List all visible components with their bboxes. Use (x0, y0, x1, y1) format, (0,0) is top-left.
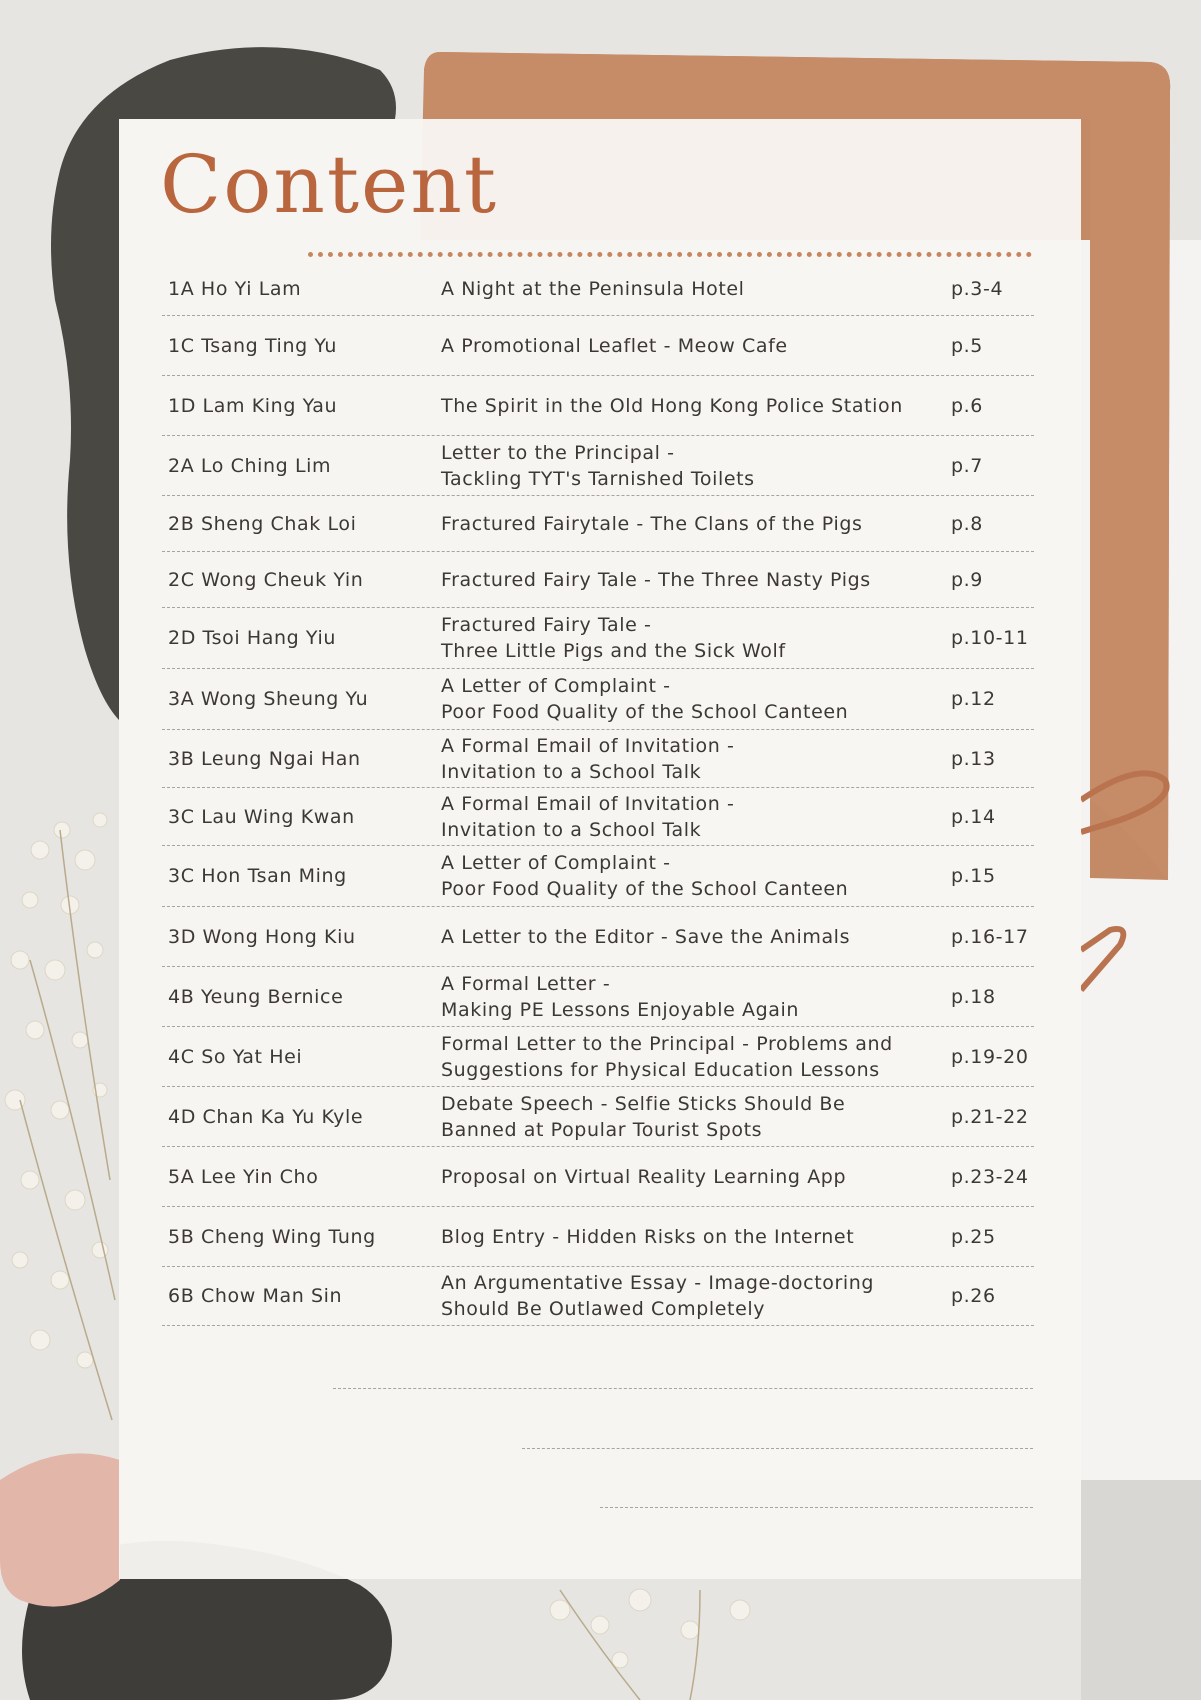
toc-title-line: A Letter of Complaint - (441, 675, 671, 697)
toc-title-line: Making PE Lessons Enjoyable Again (441, 998, 800, 1021)
toc-author: 2A Lo Ching Lim (168, 454, 332, 477)
grey-strip-bottom (1081, 1480, 1201, 1700)
toc-page-number: p.14 (951, 805, 996, 828)
toc-author: 3D Wong Hong Kiu (168, 925, 356, 948)
toc-title-line: A Letter of Complaint - (441, 852, 671, 874)
toc-page-number: p.26 (951, 1285, 996, 1307)
title-dotted-divider (308, 252, 1032, 257)
toc-page-number: p.19-20 (951, 1045, 1029, 1068)
toc-title (441, 567, 951, 593)
toc-page-number: p.7 (951, 454, 983, 477)
toc-title (441, 733, 951, 785)
toc-title (441, 924, 951, 950)
toc-page-number: p.12 (951, 688, 996, 710)
toc-title-line: Suggestions for Physical Education Lessons (441, 1058, 880, 1081)
toc-page-number: p.21-22 (951, 1105, 1029, 1128)
toc-author: 5A Lee Yin Cho (168, 1165, 319, 1188)
toc-author: 1A Ho Yi Lam (168, 277, 302, 300)
toc-title (441, 612, 951, 664)
toc-title-line: Banned at Popular Tourist Spots (441, 1118, 763, 1141)
toc-row (162, 552, 1034, 608)
toc-author: 2C Wong Cheuk Yin (168, 568, 364, 591)
toc-row (162, 846, 1034, 907)
toc-title (441, 276, 951, 302)
toc-title (441, 511, 951, 537)
toc-title (441, 393, 951, 419)
toc-row (162, 1147, 1034, 1207)
toc-author: 1C Tsang Ting Yu (168, 334, 338, 357)
blank-line-3 (600, 1507, 1033, 1508)
toc-page-number: p.3-4 (951, 277, 1004, 300)
toc-author: 4B Yeung Bernice (168, 985, 344, 1008)
toc-row (162, 608, 1034, 669)
toc-author: 4D Chan Ka Yu Kyle (168, 1105, 364, 1128)
toc-page-number: p.23-24 (951, 1165, 1029, 1188)
toc-title-line: Formal Letter to the Principal - Problems and (441, 1032, 893, 1055)
toc-page-number: p.25 (951, 1225, 996, 1248)
toc-title (441, 971, 951, 1023)
toc-author: 3C Lau Wing Kwan (168, 805, 355, 828)
toc-page-number: p.5 (951, 334, 983, 357)
toc-row (162, 262, 1034, 316)
toc-title-line: Proposal on Virtual Reality Learning App (441, 1165, 847, 1188)
toc-page-number: p.6 (951, 394, 983, 417)
flower-stems-bottom (560, 1590, 700, 1700)
toc-title-line: Tackling TYT's Tarnished Toilets (441, 467, 755, 490)
toc-author: 1D Lam King Yau (168, 394, 338, 417)
toc-row (162, 1267, 1034, 1326)
toc-title-line: Invitation to a School Talk (441, 818, 702, 841)
toc-author: 3C Hon Tsan Ming (168, 865, 347, 887)
flowers-bottom (550, 1589, 750, 1668)
toc-title-line: A Formal Email of Invitation - (441, 792, 735, 815)
toc-title-line: Debate Speech - Selfie Sticks Should Be (441, 1092, 846, 1115)
toc-title (441, 1224, 951, 1250)
toc-page-number: p.18 (951, 985, 996, 1008)
toc-title-line: Poor Food Quality of the School Canteen (441, 701, 849, 723)
toc-row (162, 1207, 1034, 1267)
toc-title-line: A Letter to the Editor - Save the Animals (441, 925, 851, 948)
toc-page-number: p.10-11 (951, 627, 1029, 649)
toc-title (441, 333, 951, 359)
blank-line-1 (333, 1388, 1033, 1389)
toc-row (162, 907, 1034, 967)
toc-row (162, 316, 1034, 376)
toc-author: 5B Cheng Wing Tung (168, 1225, 376, 1248)
toc-title (441, 673, 951, 725)
toc-author: 6B Chow Man Sin (168, 1285, 343, 1307)
toc-title (441, 791, 951, 843)
page-title: Content (160, 138, 499, 231)
toc-title (441, 1091, 951, 1143)
toc-row (162, 967, 1034, 1027)
toc-row (162, 436, 1034, 496)
toc-title-line: Invitation to a School Talk (441, 760, 702, 783)
toc-row (162, 1027, 1034, 1087)
toc-row (162, 788, 1034, 846)
toc-author: 2D Tsoi Hang Yiu (168, 627, 336, 649)
toc-row (162, 669, 1034, 730)
toc-page-number: p.15 (951, 865, 996, 887)
pink-blob (0, 1453, 120, 1606)
toc-title (441, 1164, 951, 1190)
toc-title-line: Letter to the Principal - (441, 441, 675, 464)
toc-title-line: Should Be Outlawed Completely (441, 1298, 766, 1320)
blank-line-2 (522, 1448, 1033, 1449)
toc-author: 2B Sheng Chak Loi (168, 512, 357, 535)
toc-title-line: A Promotional Leaflet - Meow Cafe (441, 334, 788, 357)
toc-title-line: Fractured Fairy Tale - The Three Nasty Pigs (441, 568, 871, 591)
toc-page-number: p.16-17 (951, 925, 1029, 948)
toc-title-line: A Formal Email of Invitation - (441, 734, 735, 757)
toc-title-line: Blog Entry - Hidden Risks on the Internet (441, 1225, 855, 1248)
toc-title (441, 1270, 951, 1322)
toc-page-number: p.8 (951, 512, 983, 535)
toc-page-number: p.13 (951, 747, 996, 770)
toc-page-number: p.9 (951, 568, 983, 591)
toc-title (441, 1031, 951, 1083)
table-of-contents (162, 262, 1034, 1326)
toc-author: 4C So Yat Hei (168, 1045, 303, 1068)
toc-title-line: A Night at the Peninsula Hotel (441, 277, 745, 300)
toc-title-line: Poor Food Quality of the School Canteen (441, 878, 849, 900)
toc-title-line: The Spirit in the Old Hong Kong Police Station (441, 394, 903, 417)
toc-title-line: Fractured Fairytale - The Clans of the Pigs (441, 512, 863, 535)
toc-row (162, 376, 1034, 436)
toc-title-line: An Argumentative Essay - Image-doctoring (441, 1272, 875, 1294)
toc-row (162, 496, 1034, 552)
toc-title-line: A Formal Letter - (441, 972, 611, 995)
toc-author: 3A Wong Sheung Yu (168, 688, 369, 710)
toc-title (441, 440, 951, 492)
toc-author: 3B Leung Ngai Han (168, 747, 361, 770)
flowers-left (5, 813, 108, 1368)
toc-row (162, 1087, 1034, 1147)
toc-title-line: Three Little Pigs and the Sick Wolf (441, 640, 786, 662)
toc-row (162, 730, 1034, 788)
toc-title-line: Fractured Fairy Tale - (441, 614, 652, 636)
toc-title (441, 850, 951, 902)
